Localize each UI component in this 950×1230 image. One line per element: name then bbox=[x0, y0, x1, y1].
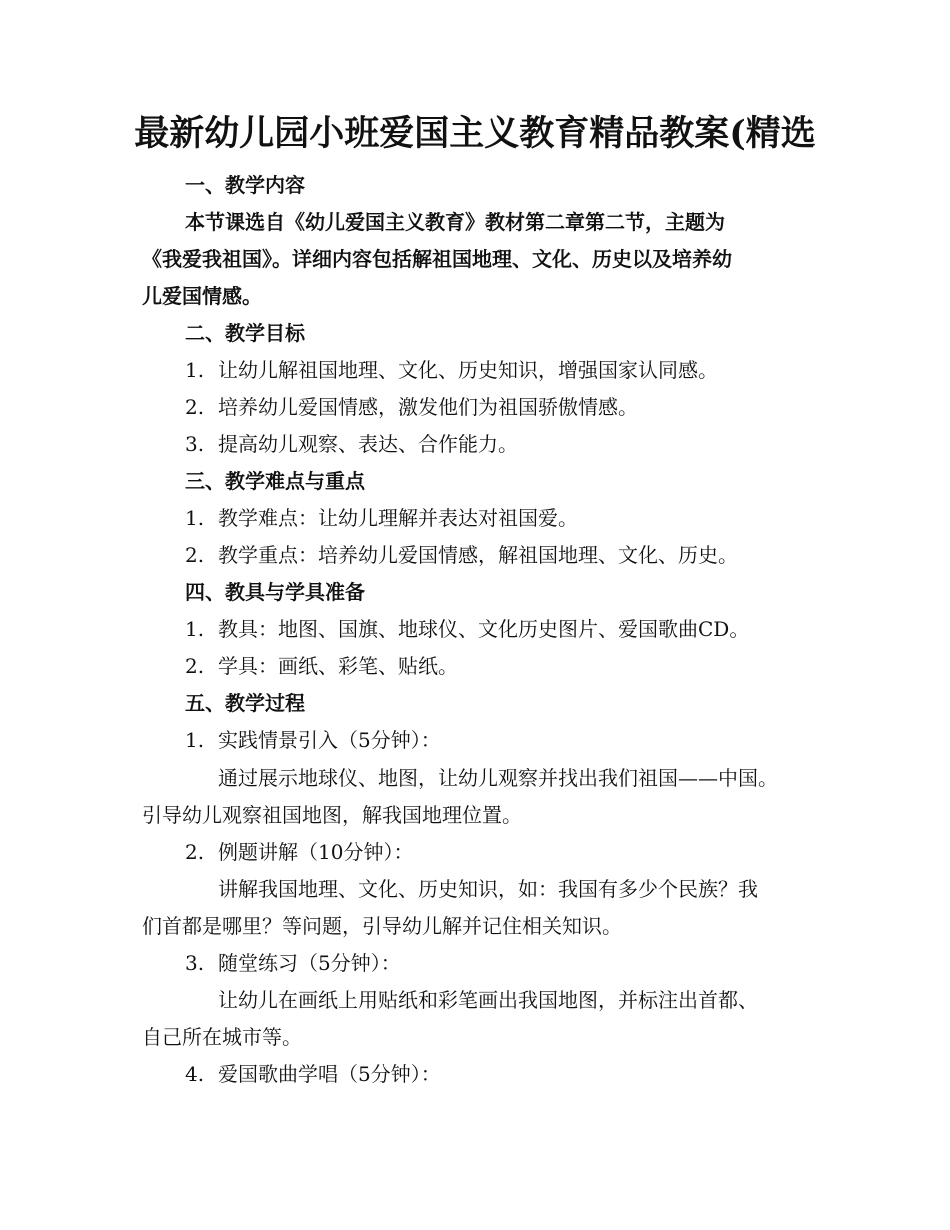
list-item bbox=[185, 504, 578, 532]
step-detail-line: 让幼儿在画纸上用贴纸和彩笔画出我国地图，并标注出首都、 bbox=[218, 988, 758, 1012]
list-text: 教学难点：让幼儿理解并表达对祖国爱。 bbox=[218, 506, 578, 530]
list-text: 学具：画纸、彩笔、贴纸。 bbox=[218, 654, 458, 678]
list-text: 让幼儿解祖国地理、文化、历史知识，增强国家认同感。 bbox=[218, 358, 718, 382]
list-text: 培养幼儿爱国情感，激发他们为祖国骄傲情感。 bbox=[218, 395, 638, 419]
list-text: 例题讲解（10分钟）： bbox=[218, 840, 414, 864]
process-step bbox=[185, 1060, 441, 1088]
list-number: 2. bbox=[185, 543, 205, 567]
section-heading-tools: 四、教具与学具准备 bbox=[185, 580, 365, 604]
list-text: 实践情景引入（5分钟）： bbox=[218, 728, 441, 752]
content-paragraph-line: 本节课选自《幼儿爱国主义教育》教材第二章第二节，主题为 bbox=[185, 210, 725, 234]
list-number: 1. bbox=[185, 358, 205, 382]
list-item bbox=[185, 356, 718, 384]
list-item bbox=[185, 393, 638, 421]
list-text: 随堂练习（5分钟）： bbox=[218, 951, 401, 975]
section-heading-goals: 二、教学目标 bbox=[185, 321, 305, 345]
list-number: 2. bbox=[185, 840, 205, 864]
content-paragraph-line: 儿爱国情感。 bbox=[142, 284, 262, 308]
list-item bbox=[185, 541, 738, 569]
list-item bbox=[185, 652, 458, 680]
process-step bbox=[185, 949, 401, 977]
section-heading-process: 五、教学过程 bbox=[185, 691, 305, 715]
process-step bbox=[185, 838, 413, 866]
list-number: 2. bbox=[185, 654, 205, 678]
step-detail-line: 引导幼儿观察祖国地图，解我国地理位置。 bbox=[142, 803, 522, 827]
list-number: 3. bbox=[185, 432, 205, 456]
list-number: 2. bbox=[185, 395, 205, 419]
process-step bbox=[185, 726, 441, 754]
list-item bbox=[185, 430, 518, 458]
list-item bbox=[185, 615, 749, 643]
step-detail-line: 讲解我国地理、文化、历史知识，如：我国有多少个民族？我 bbox=[218, 877, 758, 901]
document-title: 最新幼儿园小班爱国主义教育精品教案(精选 bbox=[134, 113, 816, 154]
section-heading-keypoints: 三、教学难点与重点 bbox=[185, 469, 365, 493]
list-number: 1. bbox=[185, 506, 205, 530]
content-paragraph-line: 《我爱我祖国》。详细内容包括解祖国地理、文化、历史以及培养幼 bbox=[142, 247, 732, 271]
list-number: 3. bbox=[185, 951, 205, 975]
list-number: 1. bbox=[185, 728, 205, 752]
list-text: 爱国歌曲学唱（5分钟）： bbox=[218, 1062, 441, 1086]
list-text: 教学重点：培养幼儿爱国情感，解祖国地理、文化、历史。 bbox=[218, 543, 738, 567]
section-heading-content: 一、教学内容 bbox=[185, 173, 305, 197]
step-detail-line: 通过展示地球仪、地图，让幼儿观察并找出我们祖国——中国。 bbox=[218, 766, 778, 790]
list-text: 教具：地图、国旗、地球仪、文化历史图片、爱国歌曲CD。 bbox=[218, 617, 750, 641]
step-detail-line: 们首都是哪里？等问题，引导幼儿解并记住相关知识。 bbox=[142, 914, 622, 938]
list-number: 4. bbox=[185, 1062, 205, 1086]
list-number: 1. bbox=[185, 617, 205, 641]
list-text: 提高幼儿观察、表达、合作能力。 bbox=[218, 432, 518, 456]
step-detail-line: 自己所在城市等。 bbox=[142, 1025, 302, 1049]
